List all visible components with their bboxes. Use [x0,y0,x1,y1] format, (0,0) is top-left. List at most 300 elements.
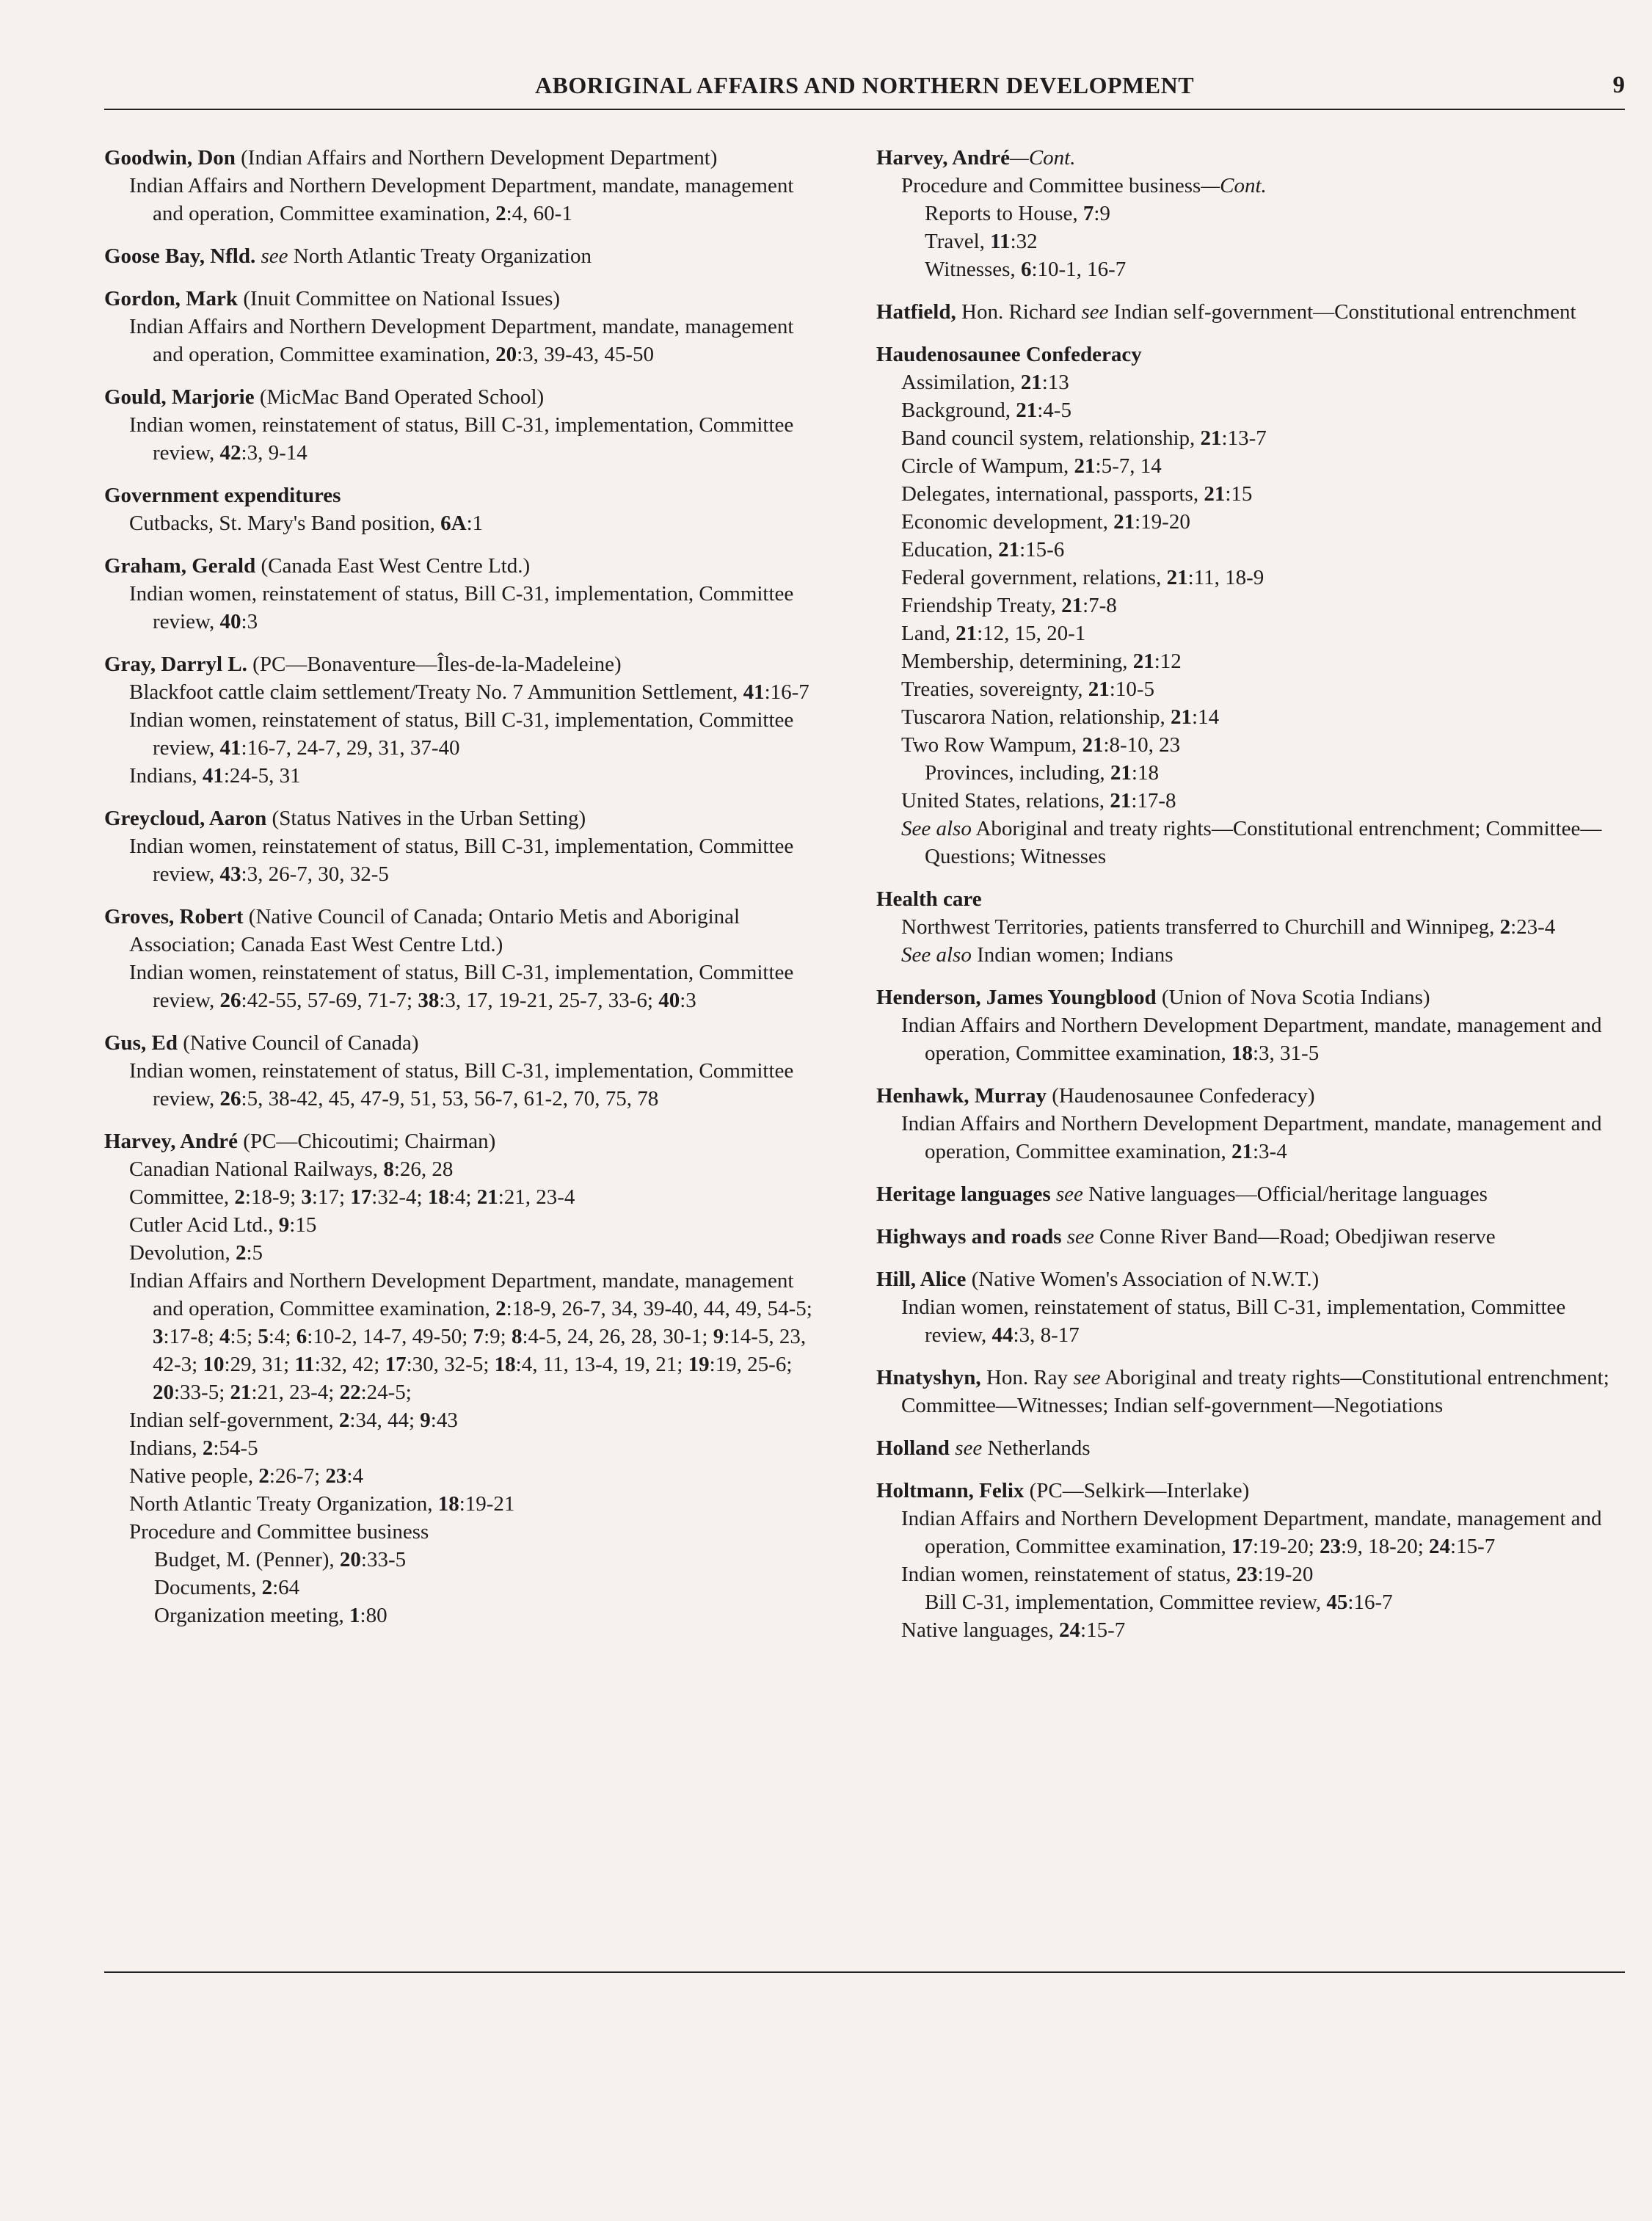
entry-text: Goose Bay, Nfld. [104,244,256,268]
sub-subentry [876,759,1618,787]
entry-text: 40 [219,610,241,633]
index-entry-holtmann [876,1477,1618,1644]
footer-rule [104,1971,1625,1973]
entry-heading [876,1180,1618,1208]
entry-text: :9; [484,1325,512,1348]
entry-text: 24 [1059,1618,1081,1642]
entry-text: 8 [383,1157,394,1181]
entry-text: 5 [258,1325,269,1348]
subentry [104,1239,823,1267]
entry-text: Groves, Robert [104,905,244,928]
entry-text: 2 [495,202,506,225]
entry-heading [104,903,823,959]
entry-text: (Union of Nova Scotia Indians) [1156,986,1430,1009]
entry-text: Holtmann, Felix [876,1479,1025,1502]
entry-text: :17-8; [163,1325,220,1348]
entry-text: :4, 60-1 [506,202,572,225]
entry-text: Indian women; Indians [971,943,1173,967]
entry-text: 2 [338,1408,350,1432]
entry-text: :32 [1010,230,1038,253]
entry-text: Indian Affairs and Northern Development Department, mandate, management and operation, Committee examination, [129,315,794,366]
entry-text: Indians, [129,1436,203,1460]
header-rule [104,109,1625,110]
entry-text: :15-7 [1080,1618,1126,1642]
entry-text: :34, 44; [349,1408,421,1432]
entry-text: see [1081,300,1109,324]
entry-text: :12 [1154,650,1182,673]
index-entry-heritage-languages [876,1180,1618,1208]
entry-heading [876,1082,1618,1110]
entry-text: Haudenosaunee Confederacy [876,343,1142,366]
entry-text: 2 [495,1297,506,1320]
entry-text: 41 [743,680,765,704]
index-entry-health-care [876,885,1618,969]
entry-text: :26-7; [269,1464,326,1488]
entry-text: :16-7, 24-7, 29, 31, 37-40 [241,736,460,760]
entry-text: North Atlantic Treaty Organization [293,244,592,268]
entry-text: :33-5 [360,1548,407,1571]
subentry [876,564,1618,592]
subentry [876,1505,1618,1560]
entry-heading [104,1127,823,1155]
entry-text: 17 [1231,1535,1253,1558]
entry-text: Indian self-government—Constitutional entrenchment [1108,300,1576,324]
entry-text: 40 [658,989,680,1012]
entry-text: 23 [1320,1535,1342,1558]
entry-text: :10-2, 14-7, 49-50; [307,1325,473,1348]
entry-text: :1 [466,512,484,535]
entry-text: 2 [234,1185,245,1209]
entry-text: :3-4 [1252,1140,1287,1163]
entry-text: :64 [272,1576,300,1599]
entry-text: :5-7, 14 [1095,454,1162,478]
entry-text: Two Row Wampum, [901,733,1082,757]
entry-text: Aboriginal and treaty rights—Constitutional entrenchment; Committee—Witnesses; Indian self-government—Negotiations [901,1366,1609,1417]
entry-text: Procedure and Committee business [901,174,1201,197]
index-entry-graham [104,552,823,636]
entry-text: Treaties, sovereignty, [901,677,1088,701]
page-number: 9 [1612,72,1625,98]
entry-text: :5; [230,1325,258,1348]
entry-text: :24-5, 31 [223,764,301,788]
entry-text: 23 [325,1464,347,1488]
subentry [876,172,1618,200]
entry-text: Henhawk, Murray [876,1084,1047,1108]
subentry [876,913,1618,941]
entry-text: 9 [420,1408,431,1432]
sub-subentry [876,255,1618,283]
entry-text: :18-9, 26-7, 34, 39-40, 44, 49, 54-5; [506,1297,812,1320]
entry-text: :19-20; [1252,1535,1320,1558]
entry-text: Tuscarora Nation, relationship, [901,705,1171,729]
entry-text: Northwest Territories, patients transferred to Churchill and Winnipeg, [901,915,1500,939]
entry-heading [876,341,1618,368]
sub-subentry [876,228,1618,255]
entry-heading [876,1223,1618,1251]
entry-text: North Atlantic Treaty Organization, [129,1492,438,1516]
entry-text: :4 [346,1464,363,1488]
entry-text: 41 [219,736,241,760]
entry-text: 42 [219,441,241,465]
entry-text: 6A [440,512,467,535]
entry-heading [104,481,823,509]
entry-text: Travel, [925,230,991,253]
index-entry-harvey [104,1127,823,1629]
entry-text: (PC—Bonaventure—Îles-de-la-Madeleine) [247,653,622,676]
subentry [876,1110,1618,1166]
index-entry-gray [104,650,823,790]
entry-text: :15 [289,1213,317,1237]
entry-text: Native people, [129,1464,259,1488]
entry-text: 20 [153,1381,174,1404]
index-entry-gould [104,383,823,467]
entry-text: Committee, [129,1185,235,1209]
entry-text: :3, 31-5 [1252,1042,1320,1065]
index-entry-haudenosaunee [876,341,1618,870]
entry-text: see [949,1436,988,1460]
subentry [104,1406,823,1434]
entry-text: 21 [1110,761,1132,785]
entry-text: 8 [512,1325,523,1348]
entry-text: 21 [1171,705,1193,729]
right-column [876,144,1618,1659]
running-head: ABORIGINAL AFFAIRS AND NORTHERN DEVELOPMENT [534,72,1195,98]
entry-text: 9 [713,1325,724,1348]
subentry [876,592,1618,619]
entry-text: 21 [956,622,978,645]
entry-text: :32-4; [371,1185,428,1209]
entry-heading [876,885,1618,913]
entry-text: 2 [236,1241,247,1265]
entry-text: Greycloud, Aaron [104,807,267,830]
entry-text: :19-21 [459,1492,515,1516]
index-entry-government-expenditures [104,481,823,537]
entry-text: —Cont. [1010,146,1076,170]
subentry [104,1211,823,1239]
entry-text: :19-20 [1257,1563,1314,1586]
entry-text: :17; [311,1185,351,1209]
left-column [104,144,823,1644]
sub-subentry [104,1546,823,1574]
entry-text: Assimilation, [901,371,1021,394]
subentry [104,706,823,762]
entry-text: Indian Affairs and Northern Development Department, mandate, management and operation, Committee examination, [129,174,794,225]
index-entry-hill [876,1265,1618,1349]
index-entry-gordon [104,285,823,368]
entry-text: Indian self-government, [129,1408,339,1432]
entry-text: 7 [473,1325,484,1348]
entry-text: :13 [1041,371,1069,394]
entry-text: 2 [258,1464,269,1488]
entry-text: :26, 28 [393,1157,454,1181]
entry-text: Circle of Wampum, [901,454,1074,478]
entry-heading [104,383,823,411]
entry-text: (Native Council of Canada; Ontario Metis and Aboriginal Association; Canada East West Centre Ltd.) [129,905,741,956]
entry-text: Reports to House, [925,202,1083,225]
see-also-reference [876,941,1618,969]
entry-text: :19, 25-6; [709,1353,793,1376]
subentry [104,678,823,706]
entry-text: 3 [301,1185,312,1209]
index-entry-henderson [876,984,1618,1067]
entry-heading [104,1029,823,1057]
entry-text: Gray, Darryl L. [104,653,247,676]
subentry [876,396,1618,424]
entry-text: Procedure and Committee business [129,1520,429,1544]
entry-text: See also [901,943,972,967]
see-also-reference [876,815,1618,870]
entry-text: Indian Affairs and Northern Development Department, mandate, management and operation, Committee examination, [901,1014,1602,1065]
entry-text: :3, 9-14 [241,441,308,465]
subentry [876,1011,1618,1067]
entry-text: Cutbacks, St. Mary's Band position, [129,512,441,535]
index-entry-henhawk [876,1082,1618,1166]
entry-text: Native languages, [901,1618,1060,1642]
entry-text: (Canada East West Centre Ltd.) [255,554,531,578]
entry-text: (MicMac Band Operated School) [254,385,545,409]
entry-text: —Cont. [1201,174,1267,197]
entry-text: :16-7 [764,680,809,704]
entry-text: :16-7 [1347,1591,1393,1614]
subentry [876,508,1618,536]
entry-text: 38 [418,989,440,1012]
entry-text: :4-5 [1037,399,1071,422]
entry-text: 21 [476,1185,498,1209]
entry-heading [876,984,1618,1011]
entry-text: 26 [219,989,241,1012]
entry-heading [876,298,1618,326]
subentry [104,509,823,537]
entry-text: :19-20 [1135,510,1190,534]
entry-text: :33-5; [174,1381,230,1404]
entry-text: Highways and roads [876,1225,1062,1248]
entry-text: :3, 8-17 [1013,1323,1080,1347]
entry-text: Delegates, international, passports, [901,482,1204,506]
entry-text: Goodwin, Don [104,146,236,170]
entry-heading [876,1364,1618,1420]
entry-text: Indian Affairs and Northern Development Department, mandate, management and operation, Committee examination, [129,1269,794,1320]
entry-text: 21 [1166,566,1188,589]
entry-text: :43 [430,1408,458,1432]
entry-text: 17 [385,1353,407,1376]
subentry [876,1293,1618,1349]
entry-text: 11 [990,230,1011,253]
entry-text: Health care [876,887,982,911]
entry-text: Graham, Gerald [104,554,256,578]
entry-text: Indian women, reinstatement of status, Bill C-31, implementation, Committee review, [129,582,794,633]
index-entry-goose-bay [104,242,823,270]
entry-text: See also [901,817,972,840]
entry-text: (Native Women's Association of N.W.T.) [966,1268,1320,1291]
entry-text: Background, [901,399,1016,422]
entry-text: Conne River Band—Road; Obedjiwan reserve [1099,1225,1496,1248]
entry-heading [104,144,823,172]
index-entry-goodwin [104,144,823,228]
entry-text: Indian women, reinstatement of status, Bill C-31, implementation, Committee review, [129,835,794,886]
entry-text: 19 [688,1353,710,1376]
entry-text: :5 [246,1241,263,1265]
entry-text: 44 [991,1323,1014,1347]
entry-text: Indian women, reinstatement of status, Bill C-31, implementation, Committee review, [901,1295,1566,1347]
entry-text: :9 [1094,202,1110,225]
entry-text: Cutler Acid Ltd., [129,1213,279,1237]
entry-text: Gus, Ed [104,1031,178,1055]
entry-text: 21 [1074,454,1096,478]
entry-text: 3 [153,1325,164,1348]
entry-heading [876,144,1618,172]
subentry [104,1155,823,1183]
entry-text: Heritage languages [876,1182,1051,1206]
entry-heading [876,1477,1618,1505]
entry-text: :15-7 [1450,1535,1496,1558]
entry-text: 26 [219,1087,241,1110]
subentry [104,1434,823,1462]
entry-text: 11 [294,1353,315,1376]
entry-text: :80 [360,1604,387,1627]
entry-text: (Native Council of Canada) [177,1031,419,1055]
entry-text: :15-6 [1019,538,1065,561]
entry-text: :12, 15, 20-1 [977,622,1086,645]
sub-subentry [876,1588,1618,1616]
entry-text: :13-7 [1221,426,1267,450]
entry-heading [104,650,823,678]
subentry [876,452,1618,480]
entry-text: :54-5 [213,1436,258,1460]
entry-text: Indian women, reinstatement of status, Bill C-31, implementation, Committee review, [129,413,794,465]
entry-text: :3 [680,989,696,1012]
entry-text: :14-5, 23, 42-3; [153,1325,807,1376]
entry-text: :29, 31; [224,1353,295,1376]
entry-text: :4, 11, 13-4, 19, 21; [515,1353,688,1376]
entry-text: 20 [495,343,517,366]
entry-heading [104,285,823,313]
entry-text: Indian Affairs and Northern Development Department, mandate, management and operation, Committee examination, [901,1112,1602,1163]
subentry [876,703,1618,731]
entry-text: Economic development, [901,510,1114,534]
subentry [876,787,1618,815]
entry-text: 10 [203,1353,225,1376]
entry-text: Hatfield, [876,300,956,324]
entry-text: :3, 39-43, 45-50 [517,343,654,366]
entry-text: Indian women, reinstatement of status, Bill C-31, implementation, Committee review, [129,961,794,1012]
page-header [104,68,1625,112]
entry-text: :4; [268,1325,296,1348]
entry-text: 17 [350,1185,372,1209]
entry-text: 21 [230,1381,252,1404]
entry-text: Friendship Treaty, [901,594,1062,617]
entry-text: Budget, M. (Penner), [154,1548,340,1571]
entry-text: Canadian National Railways, [129,1157,384,1181]
entry-text: :8-10, 23 [1103,733,1181,757]
entry-heading [104,242,823,270]
entry-text: 21 [1061,594,1083,617]
subentry [876,1616,1618,1644]
entry-text: Indian women, reinstatement of status, Bill C-31, implementation, Committee review, [129,1059,794,1110]
entry-text: 43 [219,862,241,886]
entry-text: 18 [494,1353,516,1376]
entry-text: 4 [219,1325,230,1348]
entry-text: 23 [1236,1563,1258,1586]
entry-text: 45 [1326,1591,1348,1614]
entry-text: 18 [437,1492,459,1516]
entry-text: 21 [1231,1140,1253,1163]
subentry [876,480,1618,508]
entry-text: Bill C-31, implementation, Committee review, [925,1591,1327,1614]
entry-text: Netherlands [987,1436,1091,1460]
subentry [104,411,823,467]
subentry [104,1267,823,1406]
entry-text: 21 [1204,482,1226,506]
entry-text: Gould, Marjorie [104,385,255,409]
subentry [104,313,823,368]
subentry [876,619,1618,647]
entry-text: 2 [261,1576,273,1599]
index-entry-gus [104,1029,823,1113]
entry-text: :15 [1225,482,1253,506]
entry-text: Blackfoot cattle claim settlement/Treaty No. 7 Ammunition Settlement, [129,680,743,704]
entry-text: Harvey, André [876,146,1011,170]
entry-text: :23-4 [1510,915,1556,939]
subentry [876,424,1618,452]
subentry [104,1183,823,1211]
entry-text: :14 [1192,705,1220,729]
entry-heading [876,1434,1618,1462]
entry-text: (PC—Selkirk—Interlake) [1024,1479,1250,1502]
index-entry-greycloud [104,804,823,888]
index-entry-groves [104,903,823,1014]
subentry [876,368,1618,396]
entry-text: Holland [876,1436,950,1460]
entry-text: Indian women, reinstatement of status, [901,1563,1237,1586]
entry-text: Hnatyshyn, [876,1366,981,1389]
entry-text: 20 [339,1548,361,1571]
entry-text: Hon. Ray [980,1366,1074,1389]
sub-subentry [104,1574,823,1602]
entry-text: :10-5 [1109,677,1155,701]
entry-text: 21 [1113,510,1135,534]
entry-text: see [1050,1182,1089,1206]
entry-text: Indians, [129,764,203,788]
entry-text: :18-9; [244,1185,302,1209]
entry-text: Hill, Alice [876,1268,967,1291]
entry-text: 2 [202,1436,214,1460]
entry-text: 7 [1082,202,1094,225]
entry-text: Devolution, [129,1241,236,1265]
index-entry-highways [876,1223,1618,1251]
entry-heading [104,552,823,580]
entry-text: Aboriginal and treaty rights—Constitutional entrenchment; Committee—Questions; Witnesses [925,817,1602,868]
entry-text: United States, relations, [901,789,1110,813]
entry-text: :24-5; [360,1381,412,1404]
entry-text: :7-8 [1082,594,1117,617]
entry-text: :5, 38-42, 45, 47-9, 51, 53, 56-7, 61-2, 70, 75, 78 [241,1087,659,1110]
entry-text: 21 [1020,371,1042,394]
index-entry-harvey-cont [876,144,1618,283]
entry-text: (Status Natives in the Urban Setting) [266,807,586,830]
index-entry-holland [876,1434,1618,1462]
entry-text: 6 [1020,258,1032,281]
sub-subentry [876,200,1618,228]
entry-text: (Indian Affairs and Northern Development Department) [235,146,718,170]
entry-text: :3 [241,610,258,633]
entry-text: 21 [1132,650,1154,673]
subentry [876,536,1618,564]
entry-text: Band council system, relationship, [901,426,1201,450]
entry-text: Education, [901,538,999,561]
subentry [104,832,823,888]
entry-text: Indian Affairs and Northern Development Department, mandate, management and operation, Committee examination, [901,1507,1602,1558]
entry-text: Gordon, Mark [104,287,239,310]
